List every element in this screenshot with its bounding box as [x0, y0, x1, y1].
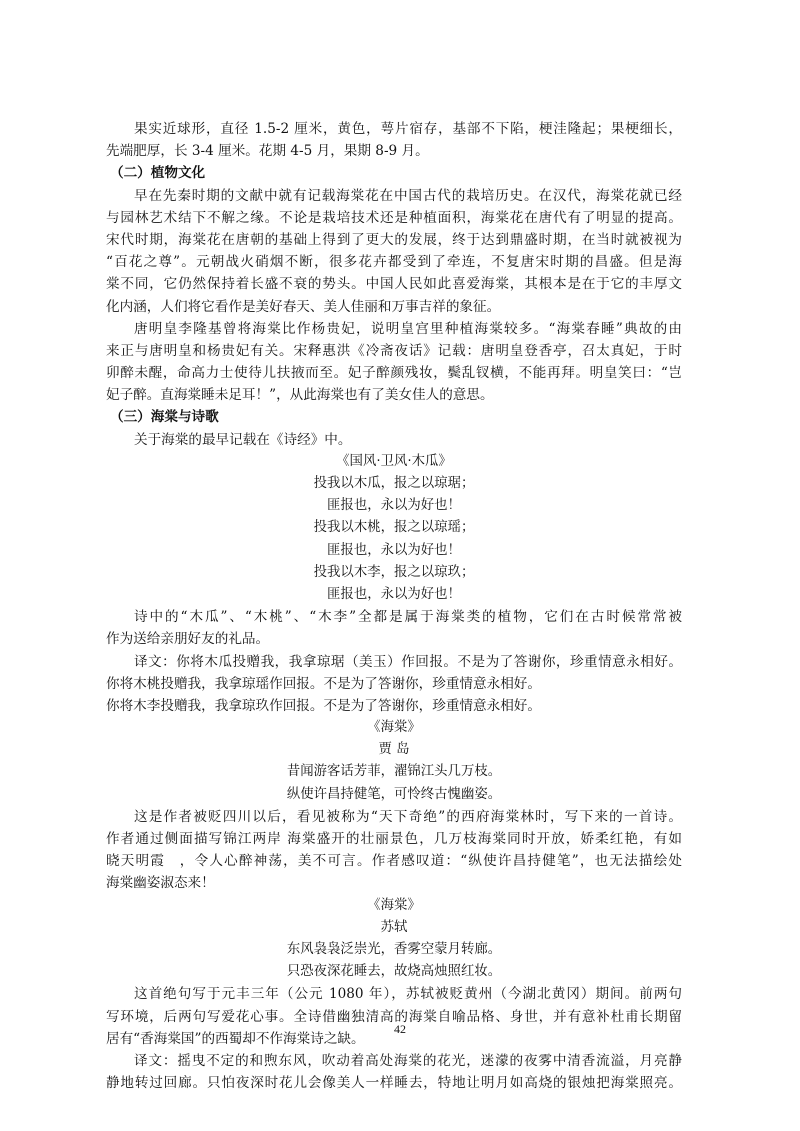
page-number: 42 — [394, 1022, 406, 1036]
paragraph-line: 你将木桃投赠我，我拿琼瑶作回报。不是为了答谢你，珍重情意永相好。 — [106, 675, 541, 692]
poem-line: 昔闻游客话芳菲，濯锦江头几万枝。 — [286, 764, 502, 780]
paragraph-line: 唐明皇李隆基曾将海棠比作杨贵妃，说明皇宫里种植海棠较多。“海棠春睡”典故的由 — [134, 320, 682, 337]
paragraph-line: 宋代时期，海棠花在唐朝的基础上得到了更大的发展，终于达到鼎盛时期，在当时就被视为 — [106, 231, 682, 248]
paragraph-line: 关于海棠的最早记载在《诗经》中。 — [134, 431, 352, 448]
paragraph-line: “百花之尊”。元朝战火硝烟不断，很多花卉都受到了牵连，不复唐宋时期的昌盛。但是海 — [106, 254, 682, 271]
paragraph-line: 译文：摇曳不定的和煦东风，吹动着高处海棠的花光，迷濛的夜雾中清香流溢，月亮静 — [134, 1052, 682, 1069]
poem-line: 投我以木李，报之以琼玖； — [313, 564, 475, 580]
poem-author: 苏轼 — [380, 919, 408, 935]
poem-line: 匪报也，永以为好也！ — [327, 498, 461, 514]
poem-line: 投我以木桃，报之以琼瑶； — [313, 520, 475, 536]
paragraph-line: 卯醉未醒，命高力士使待儿扶掖而至。妃子醉颜残妆，鬓乱钗横，不能再拜。明皇笑曰：“岂 — [106, 365, 682, 382]
section-heading: （三）海棠与诗歌 — [110, 409, 219, 426]
poem-line: 匪报也，永以为好也！ — [327, 542, 461, 558]
poem-line: 投我以木瓜，报之以琼琚； — [313, 476, 475, 491]
paragraph-line: 作为送给亲朋好友的礼品。 — [106, 631, 270, 648]
paragraph-line: 诗中的“木瓜”、“木桃”、“木李”全都是属于海棠类的植物，它们在古时候常常被 — [134, 609, 682, 626]
paragraph-line: 这是作者被贬四川以后，看见被称为“天下奇绝”的西府海棠林时，写下来的一首诗。 — [134, 808, 682, 825]
paragraph-line: 译文：你将木瓜投赠我，我拿琼琚（美玉）作回报。不是为了答谢你，珍重情意永相好。 — [134, 653, 682, 670]
poem-title: 《国风·卫风·木瓜》 — [336, 453, 452, 469]
paragraph-line: 棠不同，它仍然保持着长盛不衰的势头。中国人民如此喜爱海棠，其根本是在于它的丰厚文 — [106, 276, 682, 293]
poem-line: 匪报也，永以为好也！ — [327, 586, 461, 602]
paragraph-line: 写环境，后两句写爱花心事。全诗借幽独清高的海棠自喻品格、身世，并有意补杜甫长期留 — [106, 1008, 682, 1025]
paragraph-line: 居有“香海棠国”的西蜀却不作海棠诗之缺。 — [106, 1030, 365, 1047]
poem-author: 贾 岛 — [378, 742, 410, 758]
poem-line: 纵使许昌持健笔，可怜终古愧幽姿。 — [286, 786, 502, 802]
paragraph-line: 化内涵，人们将它看作是美好春天、美人佳丽和万事吉祥的象征。 — [106, 298, 501, 315]
paragraph-line: 你将木李投赠我，我拿琼玖作回报。不是为了答谢你，珍重情意永相好。 — [106, 697, 541, 714]
poem-title: 《海棠》 — [367, 720, 421, 736]
paragraph-line: 这首绝句写于元丰三年（公元 1080 年），苏轼被贬黄州（今湖北黄冈）期间。前两句 — [134, 986, 682, 1003]
paragraph-line: 与园林艺术结下不解之缘。不论是栽培技术还是种植面积，海棠花在唐代有了明显的提高。 — [106, 209, 682, 226]
paragraph-line: 来正与唐明皇和杨贵妃有关。宋释惠洪《冷斋夜话》记载：唐明皇登香亭，召太真妃，于时 — [106, 342, 682, 359]
document-page — [106, 118, 682, 1094]
paragraph-line: 早在先秦时期的文献中就有记载海棠花在中国古代的栽培历史。在汉代，海棠花就已经 — [134, 187, 682, 204]
poem-line: 东风袅袅泛崇光，香雾空蒙月转廊。 — [286, 941, 502, 957]
paragraph-line: 静地转过回廊。只怕夜深时花儿会像美人一样睡去，特地让明月如高烧的银烛把海棠照亮。 — [106, 1075, 682, 1092]
poem-line: 只恐夜深花睡去，故烧高烛照红妆。 — [286, 964, 502, 980]
paragraph-line: 果实近球形，直径 1.5-2 厘米，黄色，萼片宿存，基部不下陷，梗洼隆起；果梗细长， — [134, 121, 682, 137]
paragraph-line: 海棠幽姿淑态来！ — [106, 875, 215, 892]
paragraph-line: 先端肥厚，长 3-4 厘米。花期 4-5 月，果期 8-9 月。 — [106, 143, 429, 160]
poem-title: 《海棠》 — [367, 897, 421, 913]
paragraph-line: 作者通过侧面描写锦江两岸 海棠盛开的壮丽景色，几万枝海棠同时开放，娇柔红艳，有如 — [106, 831, 682, 847]
paragraph-line: 妃子醉。直海棠睡未足耳！”，从此海棠也有了美女佳人的意思。 — [106, 387, 494, 404]
paragraph-line: 晓天明霞 ，令人心醉神荡，美不可言。作者感叹道：“纵使许昌持健笔”，也无法描绘处 — [106, 853, 682, 870]
section-heading: （二）植物文化 — [110, 165, 206, 182]
